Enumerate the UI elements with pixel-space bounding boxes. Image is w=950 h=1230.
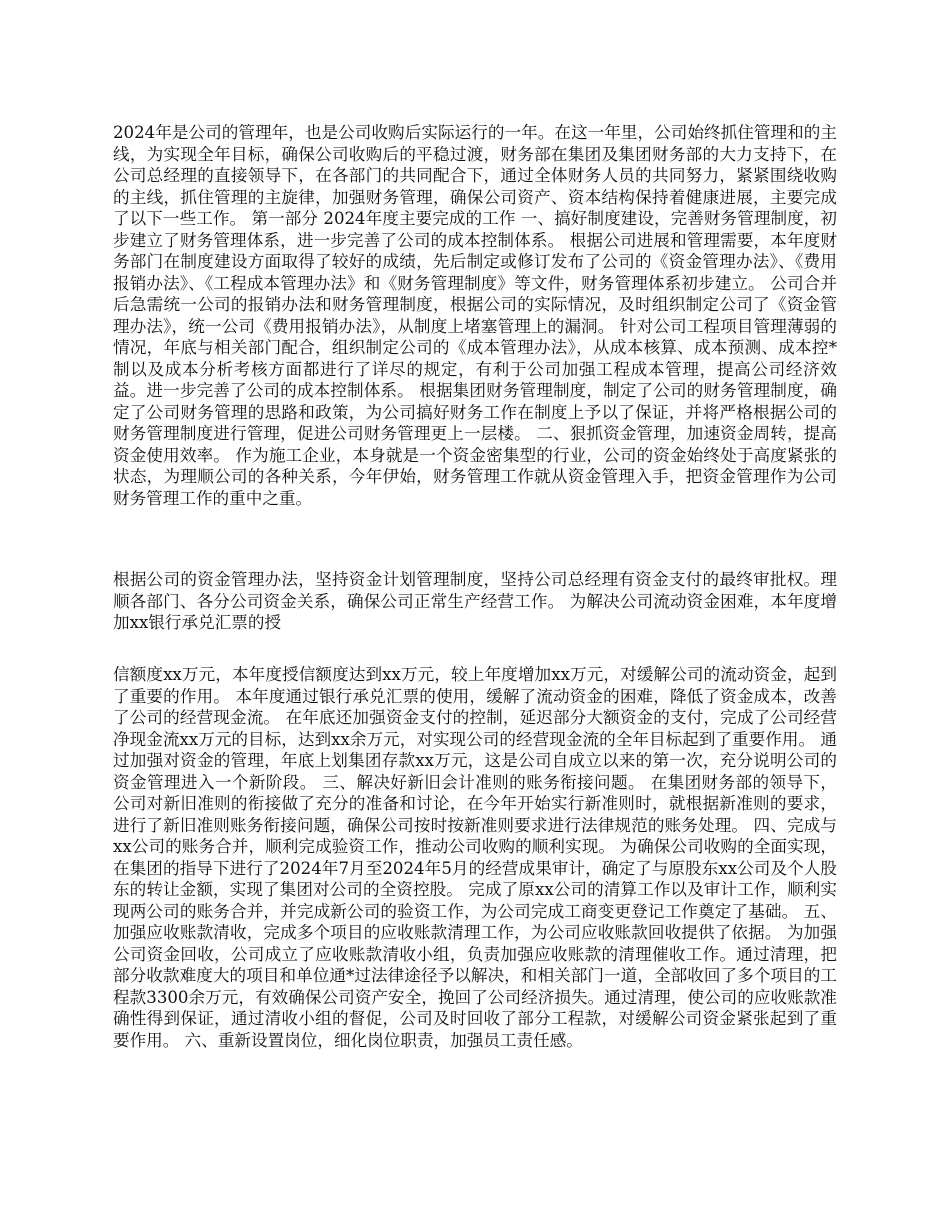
paragraph-1: 2024年是公司的管理年，也是公司收购后实际运行的一年。在这一年里，公司始终抓住管理和的主线，为实现全年目标，确保公司收购后的平稳过渡，财务部在集团及集团财务部的大力支持下，在公司总经理的直接领导下，在各部门的共同配合下，通过全体财务人员的共同努力，紧紧围绕收购的主线，抓住管理的主旋律，加强财务管理，确保公司资产、资本结构保持着健康进展，主要完成了以下一些工作。 第一部分 2024年度主要完成的工作 一、搞好制度建设，完善财务管理制度，初步建立了财务管理体系，进一步完善了公司的成本控制体系。 根据公司进展和管理需要，本年度财务部门在制度建设方面取得了较好的成绩，先后制定或修订发布了公司的《资金管理办法》、《费用报销办法》、《工程成本管理办法》和《财务管理制度》等文件，财务管理体系初步建立。 公司合并后急需统一公司的报销办法和财务管理制度，根据公司的实际情况，及时组织制定公司了《资金管理办法》，统一公司《费用报销办法》，从制度上堵塞管理上的漏洞。 针对公司工程项目管理薄弱的情况，年底与相关部门配合，组织制定公司的《成本管理办法》，从成本核算、成本预测、成本控*制以及成本分析考核方面都进行了详尽的规定，有利于公司加强工程成本管理，提高公司经济效益。进一步完善了公司的成本控制体系。 根据集团财务管理制度，制定了公司的财务管理制度，确定了公司财务管理的思路和政策，为公司搞好财务工作在制度上予以了保证，并将严格根据公司的财务管理制度进行管理，促进公司财务管理更上一层楼。 二、狠抓资金管理，加速资金周转，提高资金使用效率。 作为施工企业，本身就是一个资金密集型的行业，公司的资金始终处于高度紧张的状态，为理顺公司的各种关系，今年伊始，财务管理工作就从资金管理入手，把资金管理作为公司财务管理工作的重中之重。 [113, 123, 837, 508]
paragraph-3: 信额度xx万元，本年度授信额度达到xx万元，较上年度增加xx万元，对缓解公司的流动资金，起到了重要的作用。 本年度通过银行承兑汇票的使用，缓解了流动资金的困难，降低了资金成本，改善了公司的经营现金流。 在年底还加强资金支付的控制，延迟部分大额资金的支付，完成了公司经营净现金流xx万元的目标，达到xx余万元，对实现公司的经营现金流的全年目标起到了重要作用。 通过加强对资金的管理，年底上划集团存款xx万元，这是公司自成立以来的第一次，充分说明公司的资金管理进入一个新阶段。 三、解决好新旧会计准则的账务衔接问题。 在集团财务部的领导下，公司对新旧准则的衔接做了充分的准备和讨论，在今年开始实行新准则时，就根据新准则的要求，进行了新旧准则账务衔接问题，确保公司按时按新准则要求进行法律规范的账务处理。 四、完成与xx公司的账务合并，顺利完成验资工作，推动公司收购的顺利实现。 为确保公司收购的全面实现，在集团的指导下进行了2024年7月至2024年5月的经营成果审计，确定了与原股东xx公司及个人股东的转让金额，实现了集团对公司的全资控股。 完成了原xx公司的清算工作以及审计工作，顺利实现两公司的账务合并，并完成新公司的验资工作，为公司完成工商变更登记工作奠定了基础。 五、加强应收账款清收，完成多个项目的应收账款清理工作，为公司应收账款回收提供了依据。 为加强公司资金回收，公司成立了应收账款清收小组，负责加强应收账款的清理催收工作。通过清理，把部分收款难度大的项目和单位通*过法律途径予以解决，和相关部门一道，全部收回了多个项目的工程款3300余万元，有效确保公司资产安全，挽回了公司经济损失。通过清理，使公司的应收账款准确性得到保证，通过清收小组的督促，公司及时回收了部分工程款，对缓解公司资金紧张起到了重要作用。 六、重新设置岗位，细化岗位职责，加强员工责任感。 [113, 665, 837, 1050]
paragraph-2: 根据公司的资金管理办法，坚持资金计划管理制度，坚持公司总经理有资金支付的最终审批权。理顺各部门、各分公司资金关系，确保公司正常生产经营工作。 为解决公司流动资金困难，本年度增加xx银行承兑汇票的授 [113, 570, 837, 632]
document-body [113, 122, 837, 1051]
